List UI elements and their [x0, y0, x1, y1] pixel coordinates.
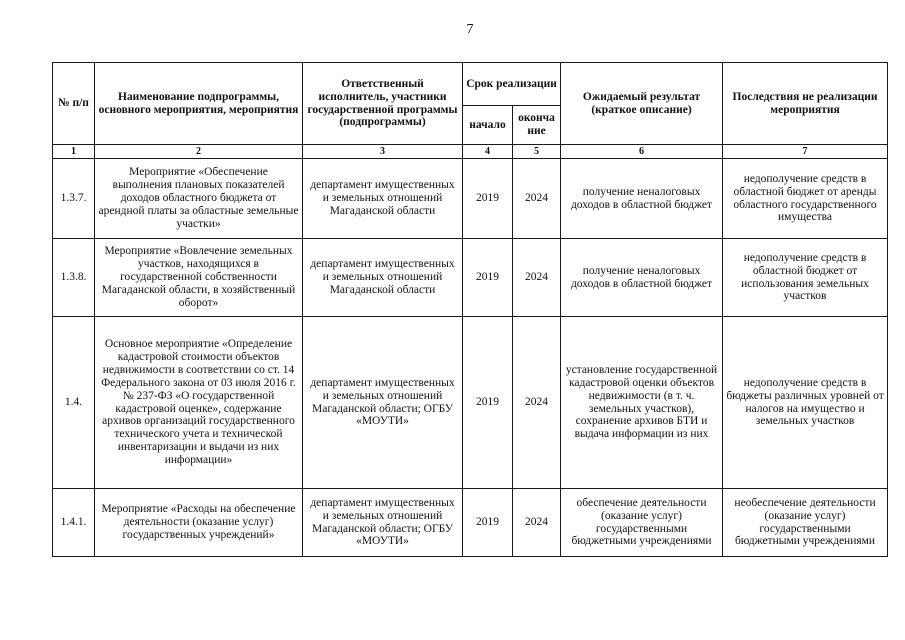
column-numbers-row [53, 145, 888, 159]
header-end: оконча ние [513, 106, 561, 145]
table-row [53, 317, 888, 489]
column-number: 3 [303, 145, 463, 159]
table-row [53, 239, 888, 317]
row-start: 2019 [463, 159, 513, 239]
column-number: 5 [513, 145, 561, 159]
row-end: 2024 [513, 159, 561, 239]
row-name: Мероприятие «Вовлечение земельных участков, находящихся в государственной собственности Магаданской области, в хозяйственный оборот» [95, 239, 303, 317]
row-start: 2019 [463, 239, 513, 317]
row-consequences: недополучение средств в областной бюджет от использования земельных участков [723, 239, 888, 317]
row-name: Основное мероприятие «Определение кадастровой стоимости объектов недвижимости в соответствии со ст. 14 Федерального закона от 03 июля 2016 г. № 237-ФЗ «О государственной кадастровой оценке», содержание архивов организаций государственного технического учета и технической инвентаризации и выдачи из них информации» [95, 317, 303, 489]
row-result: получение неналоговых доходов в областной бюджет [561, 159, 723, 239]
row-consequences: недополучение средств в областной бюджет от аренды областного государственного имущества [723, 159, 888, 239]
header-row [53, 63, 888, 106]
row-end: 2024 [513, 317, 561, 489]
row-num: 1.4. [53, 317, 95, 489]
row-num: 1.4.1. [53, 489, 95, 557]
column-number: 2 [95, 145, 303, 159]
row-end: 2024 [513, 239, 561, 317]
row-start: 2019 [463, 489, 513, 557]
table-row [53, 489, 888, 557]
header-result: Ожидаемый результат (краткое описание) [561, 63, 723, 145]
header-responsible: Ответственный исполнитель, участники государственной программы (подпрограммы) [303, 63, 463, 145]
row-result: обеспечение деятельности (оказание услуг) государственными бюджетными учреждениями [561, 489, 723, 557]
row-name: Мероприятие «Обеспечение выполнения плановых показателей доходов областного бюджета от арендной платы за областные земельные участки» [95, 159, 303, 239]
row-num: 1.3.8. [53, 239, 95, 317]
row-result: получение неналоговых доходов в областной бюджет [561, 239, 723, 317]
row-num: 1.3.7. [53, 159, 95, 239]
header-consequences: Последствия не реализации мероприятия [723, 63, 888, 145]
row-name: Мероприятие «Расходы на обеспечение деятельности (оказание услуг) государственных учреждений» [95, 489, 303, 557]
page-number: 7 [466, 22, 474, 37]
row-responsible: департамент имущественных и земельных отношений Магаданской области [303, 159, 463, 239]
row-responsible: департамент имущественных и земельных отношений Магаданской области [303, 239, 463, 317]
column-number: 1 [53, 145, 95, 159]
header-num: № п/п [53, 63, 95, 145]
row-consequences: необеспечение деятельности (оказание услуг) государственными бюджетными учреждениями [723, 489, 888, 557]
row-result: установление государственной кадастровой оценки объектов недвижимости (в т. ч. земельных участков), сохранение архивов БТИ и выдача информации из них [561, 317, 723, 489]
measures-table [52, 62, 888, 557]
header-term: Срок реализации [463, 63, 561, 106]
header-name: Наименование подпрограммы, основного мероприятия, мероприятия [95, 63, 303, 145]
column-number: 7 [723, 145, 888, 159]
header-start: начало [463, 106, 513, 145]
row-start: 2019 [463, 317, 513, 489]
row-end: 2024 [513, 489, 561, 557]
column-number: 6 [561, 145, 723, 159]
column-number: 4 [463, 145, 513, 159]
table-row [53, 159, 888, 239]
row-consequences: недополучение средств в бюджеты различных уровней от налогов на имущество и земельных участков [723, 317, 888, 489]
row-responsible: департамент имущественных и земельных отношений Магаданской области; ОГБУ «МОУТИ» [303, 489, 463, 557]
row-responsible: департамент имущественных и земельных отношений Магаданской области; ОГБУ «МОУТИ» [303, 317, 463, 489]
